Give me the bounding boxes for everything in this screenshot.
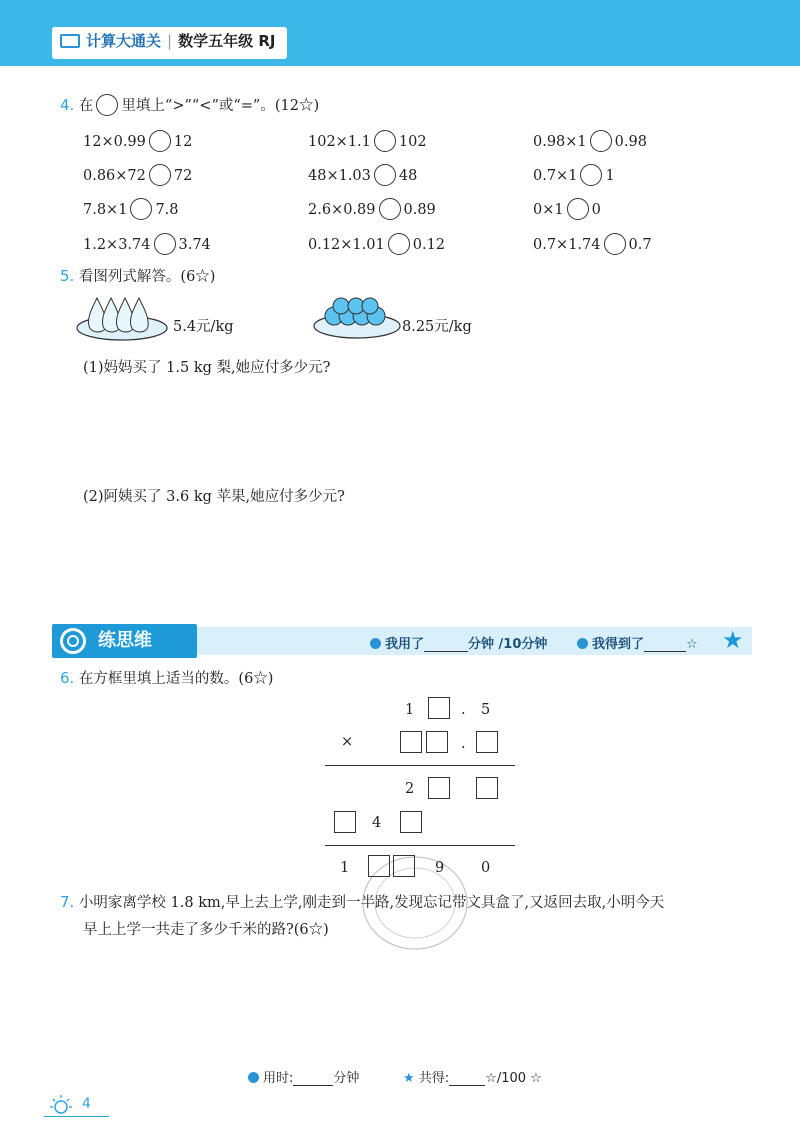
digit: 9 [435, 860, 445, 876]
star-icon: ★ [722, 626, 744, 654]
answer-box[interactable] [400, 731, 422, 753]
pear-plate-icon [75, 290, 170, 345]
times-sign: × [341, 734, 354, 750]
comparison-right: 3.74 [178, 237, 211, 253]
grade-label: 数学五年级 [178, 32, 254, 50]
time-blank[interactable] [424, 651, 468, 652]
q6-title [60, 667, 273, 688]
comparison-left: 0.7×1 [533, 168, 578, 184]
comparison-right: 7.8 [155, 202, 179, 218]
comparison-left: 2.6×0.89 [308, 202, 376, 218]
comparison-item [308, 164, 417, 186]
book-icon [60, 34, 80, 48]
score-got [577, 633, 698, 652]
apple-price: 8.25元/kg [402, 319, 472, 335]
digit: 1 [405, 702, 415, 718]
decimal-point: . [461, 736, 466, 752]
page-underline [44, 1116, 109, 1117]
comparison-left: 0.98×1 [533, 134, 587, 150]
clock-icon [370, 638, 381, 649]
q6-number: 6. [60, 669, 75, 687]
comparison-item [308, 130, 427, 152]
answer-circle[interactable] [154, 233, 176, 255]
comparison-left: 102×1.1 [308, 134, 371, 150]
comparison-left: 7.8×1 [83, 202, 128, 218]
digit: 1 [340, 860, 350, 876]
decimal-point: . [461, 702, 466, 718]
star-icon: ★ [403, 1071, 415, 1086]
comparison-right: 1 [605, 168, 615, 184]
divider-line [325, 845, 515, 846]
stamp-watermark [355, 848, 475, 958]
apple-plate-icon [312, 292, 402, 342]
answer-box[interactable] [476, 731, 498, 753]
answer-circle[interactable] [590, 130, 612, 152]
time-used-pre: 我用了 [385, 637, 425, 652]
comparison-item [533, 233, 652, 255]
comparison-item [308, 233, 445, 255]
q7-number: 7. [60, 893, 75, 911]
answer-circle[interactable] [379, 198, 401, 220]
comparison-right: 12 [173, 134, 193, 150]
check-icon [577, 638, 588, 649]
comparison-item [83, 164, 192, 186]
answer-circle[interactable] [374, 164, 396, 186]
q6-text: 在方框里填上适当的数。(6☆) [78, 671, 274, 687]
answer-circle[interactable] [567, 198, 589, 220]
edition-label: RJ [258, 32, 276, 50]
comparison-right: 102 [398, 134, 427, 150]
answer-circle[interactable] [149, 130, 171, 152]
score-pre: 我得到了 [592, 637, 645, 652]
answer-box[interactable] [428, 777, 450, 799]
q5-sub1: (1)妈妈买了 1.5 kg 梨,她应付多少元? [83, 360, 331, 376]
answer-circle[interactable] [604, 233, 626, 255]
digit: 0 [481, 860, 491, 876]
footer-time [248, 1067, 359, 1086]
book-title: 计算大通关 [86, 32, 162, 50]
divider-line [325, 765, 515, 766]
footer-time-blank[interactable] [293, 1085, 333, 1086]
comparison-right: 72 [173, 168, 193, 184]
comparison-right: 0.98 [614, 134, 647, 150]
comparison-left: 12×0.99 [83, 134, 146, 150]
comparison-item [533, 164, 615, 186]
comparison-item [83, 198, 179, 220]
footer-total [403, 1067, 542, 1086]
footer-total-blank[interactable] [449, 1085, 485, 1086]
answer-circle[interactable] [149, 164, 171, 186]
answer-circle[interactable] [130, 198, 152, 220]
score-blank[interactable] [644, 651, 686, 652]
circle-icon [96, 94, 118, 116]
q7-text-1: 小明家离学校 1.8 km,早上去上学,刚走到一半路,发现忘记带文具盒了,又返回去取,小明今天 [78, 895, 665, 911]
q4-text-a: 在 [78, 98, 94, 114]
q5-number: 5. [60, 267, 75, 285]
time-used [370, 633, 547, 652]
comparison-right: 0.7 [628, 237, 652, 253]
footer-time-post: 分钟 [333, 1071, 360, 1086]
alarm-icon [248, 1072, 259, 1083]
q4-number: 4. [60, 96, 75, 114]
answer-circle[interactable] [374, 130, 396, 152]
pear-price: 5.4元/kg [173, 319, 234, 335]
sun-icon [46, 1093, 76, 1115]
comparison-right: 0.89 [403, 202, 436, 218]
answer-box[interactable] [426, 731, 448, 753]
comparison-right: 0 [591, 202, 601, 218]
comparison-right: 0.12 [412, 237, 446, 253]
comparison-left: 48×1.03 [308, 168, 371, 184]
answer-circle[interactable] [388, 233, 410, 255]
digit: 2 [405, 781, 415, 797]
answer-box[interactable] [428, 697, 450, 719]
q5-title [60, 265, 215, 286]
comparison-right: 48 [398, 168, 418, 184]
comparison-left: 0.7×1.74 [533, 237, 601, 253]
comparison-item [533, 130, 647, 152]
q4-text-b: 里填上“>”“<”或“=”。(12☆) [121, 98, 320, 114]
comparison-left: 0.86×72 [83, 168, 146, 184]
gear-inner [67, 635, 79, 647]
digit: 5 [481, 702, 491, 718]
score-post: ☆ [686, 637, 698, 652]
q4-title [60, 94, 319, 116]
header-title: 计算大通关 | 数学五年级 RJ [60, 30, 275, 51]
comparison-item [83, 233, 211, 255]
time-used-post: 分钟 /10分钟 [468, 637, 548, 652]
section-label: 练思维 [52, 624, 197, 658]
answer-box[interactable] [400, 811, 422, 833]
footer-total-pre: 共得: [418, 1071, 450, 1086]
comparison-left: 1.2×3.74 [83, 237, 151, 253]
page-number: 4 [82, 1096, 91, 1112]
footer-total-post: ☆/100 ☆ [485, 1071, 542, 1086]
digit: 4 [372, 815, 382, 831]
q7-line2: 早上上学一共走了多少千米的路?(6☆) [83, 922, 329, 938]
comparison-item [533, 198, 601, 220]
q5-text: 看图列式解答。(6☆) [78, 269, 216, 285]
answer-box[interactable] [476, 777, 498, 799]
comparison-item [308, 198, 436, 220]
q5-sub2: (2)阿姨买了 3.6 kg 苹果,她应付多少元? [83, 489, 345, 505]
answer-circle[interactable] [580, 164, 602, 186]
footer-time-pre: 用时: [263, 1071, 294, 1086]
comparison-left: 0.12×1.01 [308, 237, 385, 253]
comparison-left: 0×1 [533, 202, 564, 218]
comparison-item [83, 130, 192, 152]
answer-box[interactable] [334, 811, 356, 833]
